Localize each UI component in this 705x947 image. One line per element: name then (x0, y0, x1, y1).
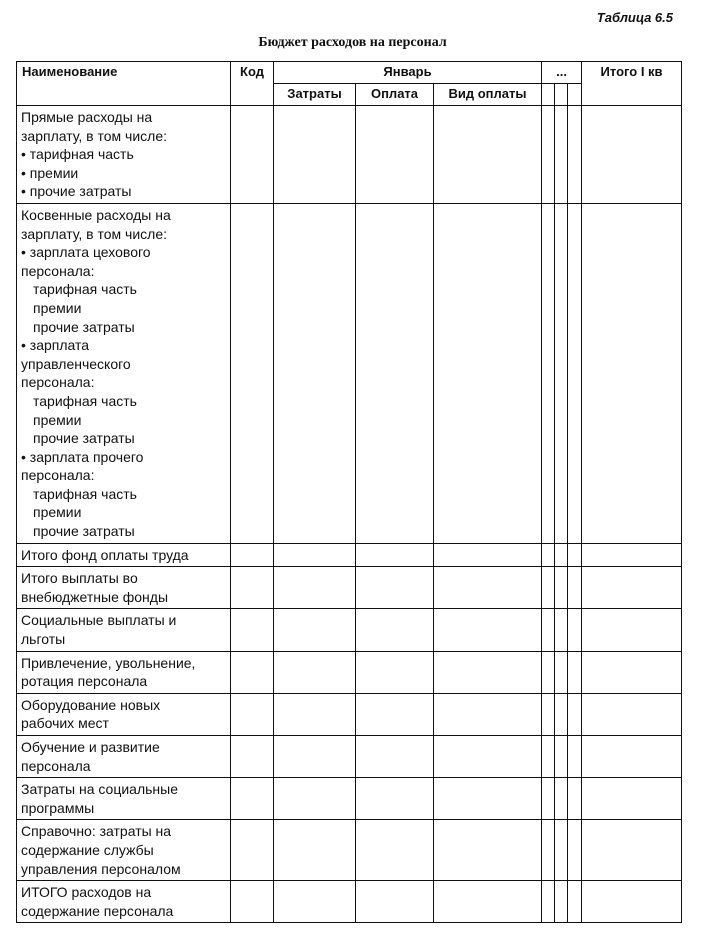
payment-cell (356, 609, 434, 651)
row-name-line: Социальные выплаты и (21, 612, 177, 629)
extra-cell-3 (568, 567, 582, 609)
code-cell (231, 543, 274, 567)
extra-cell-3 (568, 203, 582, 543)
row-name-line: премии (33, 411, 82, 428)
header-sub-empty-1 (542, 84, 555, 106)
costs-cell (274, 543, 356, 567)
payment-type-cell (434, 881, 542, 923)
extra-cell-1 (542, 609, 555, 651)
quarter-total-cell (582, 778, 682, 820)
row-name-line: Косвенные расходы на (21, 206, 171, 223)
payment-cell (356, 778, 434, 820)
row-name-line: внебюджетные фонды (21, 588, 169, 605)
row-name-line: льготы (21, 631, 66, 648)
extra-cell-2 (555, 203, 568, 543)
table-body (17, 106, 682, 923)
row-name-cell (17, 881, 231, 923)
quarter-total-cell (582, 736, 682, 778)
extra-cell-3 (568, 651, 582, 693)
extra-cell-2 (555, 609, 568, 651)
row-name-line: персонала (21, 757, 91, 774)
payment-type-cell (434, 736, 542, 778)
payment-type-cell (434, 693, 542, 735)
header-row-top (17, 62, 682, 84)
row-name-line: Обучение и развитие (21, 739, 160, 755)
row-name-cell (17, 778, 231, 820)
costs-cell (274, 609, 356, 651)
code-cell (231, 693, 274, 735)
row-name-line: рабочих мест (21, 715, 109, 732)
extra-cell-3 (568, 609, 582, 651)
row-name-line: тарифная часть (33, 281, 137, 298)
row-name-line: программы (21, 799, 95, 816)
extra-cell-2 (555, 543, 568, 567)
row-name-line: персонала: (21, 467, 95, 484)
code-cell (231, 609, 274, 651)
extra-cell-2 (555, 736, 568, 778)
row-name-line: персонала: (21, 374, 95, 391)
extra-cell-3 (568, 736, 582, 778)
row-name-cell (17, 543, 231, 567)
header-payment: Оплата (356, 84, 434, 106)
row-name-line: прочие затраты (33, 523, 135, 540)
extra-cell-3 (568, 693, 582, 735)
row-name-bullet-line: • зарплата цехового (21, 243, 228, 262)
extra-cell-3 (568, 106, 582, 204)
header-costs: Затраты (274, 84, 356, 106)
table-row (17, 106, 682, 204)
row-name-bullet-line: • тарифная часть (21, 145, 228, 164)
costs-cell (274, 881, 356, 923)
extra-cell-1 (542, 820, 555, 881)
extra-cell-3 (568, 881, 582, 923)
extra-cell-2 (555, 106, 568, 204)
payment-cell (356, 693, 434, 735)
row-name-line: премии (33, 299, 82, 316)
quarter-total-cell (582, 567, 682, 609)
table-row (17, 651, 682, 693)
table-row (17, 778, 682, 820)
row-name-line: ротация персонала (21, 673, 148, 690)
row-name-cell (17, 651, 231, 693)
row-name-cell (17, 736, 231, 778)
row-name-line: зарплату, в том числе: (21, 225, 168, 242)
row-name-cell (17, 203, 231, 543)
table-row (17, 693, 682, 735)
row-name-line: управления персоналом (21, 860, 181, 877)
table-row (17, 543, 682, 567)
payment-cell (356, 567, 434, 609)
extra-cell-1 (542, 203, 555, 543)
quarter-total-cell (582, 693, 682, 735)
payment-cell (356, 881, 434, 923)
table-row (17, 203, 682, 543)
row-name-line: персонала: (21, 262, 95, 279)
header-sub-empty-2 (555, 84, 568, 106)
quarter-total-cell (582, 651, 682, 693)
header-month-january: Январь (274, 62, 542, 84)
quarter-total-cell (582, 609, 682, 651)
extra-cell-1 (542, 106, 555, 204)
extra-cell-2 (555, 651, 568, 693)
row-name-cell (17, 567, 231, 609)
extra-cell-1 (542, 651, 555, 693)
payment-cell (356, 106, 434, 204)
row-name-line: Привлечение, увольнение, (21, 654, 196, 671)
table-row (17, 567, 682, 609)
costs-cell (274, 651, 356, 693)
row-name-bullet-line: • зарплата прочего (21, 448, 228, 467)
row-name-bullet-line: • премии (21, 164, 228, 183)
extra-cell-1 (542, 778, 555, 820)
payment-type-cell (434, 820, 542, 881)
extra-cell-2 (555, 567, 568, 609)
row-name-line: Справочно: затраты на (21, 823, 172, 840)
code-cell (231, 567, 274, 609)
code-cell (231, 651, 274, 693)
code-cell (231, 203, 274, 543)
payment-cell (356, 820, 434, 881)
payment-type-cell (434, 203, 542, 543)
row-name-line: премии (33, 504, 82, 521)
quarter-total-cell (582, 106, 682, 204)
row-name-line: содержание службы (21, 841, 154, 858)
payment-type-cell (434, 778, 542, 820)
row-name-line: содержание персонала (21, 902, 174, 919)
payment-type-cell (434, 543, 542, 567)
extra-cell-2 (555, 881, 568, 923)
row-name-line: управленческого (21, 355, 131, 372)
row-name-bullet-line: • прочие затраты (21, 182, 228, 201)
row-name-line: тарифная часть (33, 392, 137, 409)
table-row (17, 609, 682, 651)
code-cell (231, 736, 274, 778)
payment-type-cell (434, 651, 542, 693)
extra-cell-2 (555, 820, 568, 881)
extra-cell-1 (542, 736, 555, 778)
code-cell (231, 881, 274, 923)
row-name-cell (17, 693, 231, 735)
header-ellipsis: ... (542, 62, 582, 84)
extra-cell-3 (568, 543, 582, 567)
row-name-line: прочие затраты (33, 430, 135, 447)
costs-cell (274, 820, 356, 881)
extra-cell-3 (568, 778, 582, 820)
extra-cell-1 (542, 567, 555, 609)
header-quarter-total: Итого I кв (582, 62, 682, 106)
row-name-bullet-line: • зарплата (21, 336, 228, 355)
costs-cell (274, 736, 356, 778)
payment-cell (356, 543, 434, 567)
costs-cell (274, 567, 356, 609)
code-cell (231, 106, 274, 204)
extra-cell-1 (542, 693, 555, 735)
payment-cell (356, 203, 434, 543)
header-sub-empty-3 (568, 84, 582, 106)
code-cell (231, 778, 274, 820)
row-name-line: Итого фонд оплаты труда (21, 546, 189, 563)
payment-cell (356, 651, 434, 693)
row-name-line: Итого выплаты во (21, 570, 138, 587)
costs-cell (274, 693, 356, 735)
header-payment-type: Вид оплаты (434, 84, 542, 106)
row-name-line: тарифная часть (33, 485, 137, 502)
quarter-total-cell (582, 820, 682, 881)
row-name-line: зарплату, в том числе: (21, 127, 168, 144)
costs-cell (274, 778, 356, 820)
extra-cell-1 (542, 881, 555, 923)
header-code: Код (231, 62, 274, 106)
quarter-total-cell (582, 203, 682, 543)
header-name: Наименование (17, 62, 231, 106)
row-name-cell (17, 609, 231, 651)
personnel-budget-table (16, 61, 682, 923)
table-row (17, 736, 682, 778)
extra-cell-2 (555, 693, 568, 735)
table-row (17, 820, 682, 881)
extra-cell-2 (555, 778, 568, 820)
row-name-line: Оборудование новых (21, 696, 161, 713)
payment-cell (356, 736, 434, 778)
costs-cell (274, 106, 356, 204)
row-name-line: Затраты на социальные (21, 781, 178, 798)
extra-cell-3 (568, 820, 582, 881)
row-name-line: ИТОГО расходов на (21, 884, 152, 901)
table-row (17, 881, 682, 923)
quarter-total-cell (582, 543, 682, 567)
code-cell (231, 820, 274, 881)
payment-type-cell (434, 567, 542, 609)
document-title: Бюджет расходов на персонал (258, 35, 447, 50)
table-number-label: Таблица 6.5 (596, 10, 673, 25)
costs-cell (274, 203, 356, 543)
row-name-cell (17, 820, 231, 881)
row-name-line: Прямые расходы на (21, 109, 153, 125)
quarter-total-cell (582, 881, 682, 923)
payment-type-cell (434, 106, 542, 204)
payment-type-cell (434, 609, 542, 651)
row-name-line: прочие затраты (33, 318, 135, 335)
row-name-cell (17, 106, 231, 204)
extra-cell-1 (542, 543, 555, 567)
